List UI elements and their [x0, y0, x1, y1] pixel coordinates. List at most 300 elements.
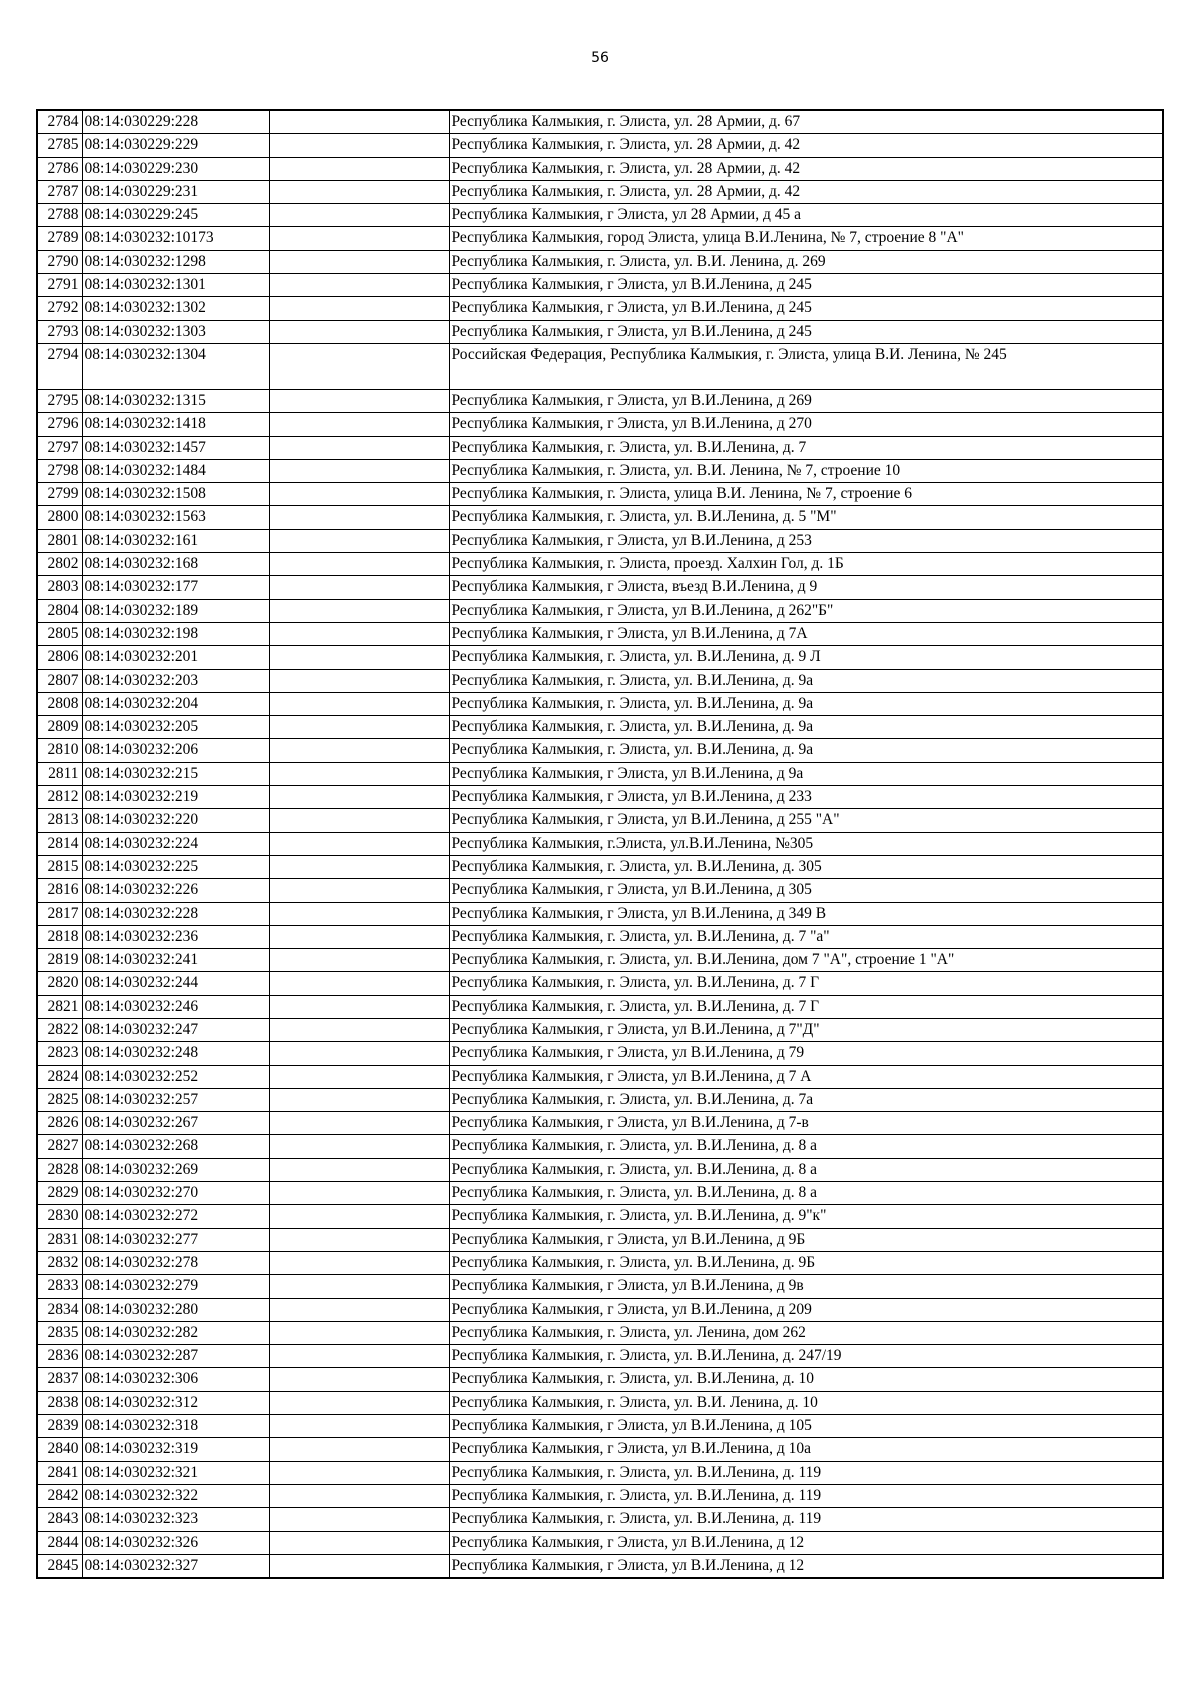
empty-cell: [269, 1368, 449, 1391]
table-row: [37, 227, 1163, 250]
cadastral-number-cell: 08:14:030232:220: [82, 809, 269, 832]
address-cell: Республика Калмыкия, г. Элиста, улица В.И. Ленина, № 7, строение 6: [449, 483, 1163, 506]
cadastral-number-cell: 08:14:030232:236: [82, 925, 269, 948]
address-cell: Республика Калмыкия, г. Элиста, ул. В.И.Ленина, д. 247/19: [449, 1345, 1163, 1368]
cadastral-number-cell: 08:14:030232:228: [82, 902, 269, 925]
empty-cell: [269, 1018, 449, 1041]
empty-cell: [269, 1508, 449, 1531]
table-row: [37, 995, 1163, 1018]
empty-cell: [269, 786, 449, 809]
row-number-cell: 2811: [37, 762, 82, 785]
empty-cell: [269, 739, 449, 762]
table-row: [37, 157, 1163, 180]
address-cell: Республика Калмыкия, г Элиста, ул В.И.Ленина, д 7"Д": [449, 1018, 1163, 1041]
empty-cell: [269, 762, 449, 785]
row-number-cell: 2803: [37, 576, 82, 599]
empty-cell: [269, 204, 449, 227]
cadastral-number-cell: 08:14:030232:269: [82, 1158, 269, 1181]
address-cell: Республика Калмыкия, г. Элиста, ул. В.И.Ленина, д. 7а: [449, 1088, 1163, 1111]
empty-cell: [269, 1112, 449, 1135]
table-row: [37, 1182, 1163, 1205]
empty-cell: [269, 1438, 449, 1461]
row-number-cell: 2804: [37, 599, 82, 622]
table-row: [37, 297, 1163, 320]
row-number-cell: 2814: [37, 832, 82, 855]
row-number-cell: 2818: [37, 925, 82, 948]
row-number-cell: 2833: [37, 1275, 82, 1298]
empty-cell: [269, 1065, 449, 1088]
cadastral-number-cell: 08:14:030232:1508: [82, 483, 269, 506]
cadastral-number-cell: 08:14:030232:1304: [82, 343, 269, 389]
cadastral-number-cell: 08:14:030232:279: [82, 1275, 269, 1298]
empty-cell: [269, 459, 449, 482]
empty-cell: [269, 320, 449, 343]
cadastral-number-cell: 08:14:030232:247: [82, 1018, 269, 1041]
empty-cell: [269, 1298, 449, 1321]
cadastral-number-cell: 08:14:030232:189: [82, 599, 269, 622]
row-number-cell: 2787: [37, 180, 82, 203]
row-number-cell: 2830: [37, 1205, 82, 1228]
cadastral-number-cell: 08:14:030232:241: [82, 949, 269, 972]
cadastral-number-cell: 08:14:030232:280: [82, 1298, 269, 1321]
table-row: [37, 949, 1163, 972]
address-cell: Республика Калмыкия, г. Элиста, ул. В.И.Ленина, д. 305: [449, 855, 1163, 878]
row-number-cell: 2799: [37, 483, 82, 506]
empty-cell: [269, 1554, 449, 1578]
row-number-cell: 2789: [37, 227, 82, 250]
row-number-cell: 2795: [37, 389, 82, 412]
row-number-cell: 2784: [37, 110, 82, 134]
row-number-cell: 2815: [37, 855, 82, 878]
address-cell: Республика Калмыкия, г. Элиста, ул. В.И. Ленина, № 7, строение 10: [449, 459, 1163, 482]
address-cell: Республика Калмыкия, г. Элиста, ул. В.И.Ленина, д. 119: [449, 1484, 1163, 1507]
empty-cell: [269, 436, 449, 459]
table-row: [37, 389, 1163, 412]
table-row: [37, 786, 1163, 809]
cadastral-number-cell: 08:14:030232:272: [82, 1205, 269, 1228]
row-number-cell: 2810: [37, 739, 82, 762]
table-row: [37, 134, 1163, 157]
empty-cell: [269, 1228, 449, 1251]
address-cell: Российская Федерация, Республика Калмыкия, г. Элиста, улица В.И. Ленина, № 245: [449, 343, 1163, 389]
table-row: [37, 1484, 1163, 1507]
cadastral-number-cell: 08:14:030232:287: [82, 1345, 269, 1368]
row-number-cell: 2842: [37, 1484, 82, 1507]
table-row: [37, 832, 1163, 855]
table-row: [37, 1345, 1163, 1368]
table-row: [37, 576, 1163, 599]
table-row: [37, 622, 1163, 645]
cadastral-number-cell: 08:14:030232:323: [82, 1508, 269, 1531]
cadastral-number-cell: 08:14:030232:248: [82, 1042, 269, 1065]
cadastral-number-cell: 08:14:030232:1301: [82, 274, 269, 297]
cadastral-number-cell: 08:14:030229:231: [82, 180, 269, 203]
row-number-cell: 2838: [37, 1391, 82, 1414]
cadastral-number-cell: 08:14:030232:318: [82, 1415, 269, 1438]
row-number-cell: 2844: [37, 1531, 82, 1554]
empty-cell: [269, 1461, 449, 1484]
address-cell: Республика Калмыкия, г. Элиста, ул. Ленина, дом 262: [449, 1321, 1163, 1344]
cadastral-number-cell: 08:14:030232:168: [82, 553, 269, 576]
cadastral-number-cell: 08:14:030232:321: [82, 1461, 269, 1484]
cadastral-number-cell: 08:14:030232:198: [82, 622, 269, 645]
cadastral-number-cell: 08:14:030232:1563: [82, 506, 269, 529]
row-number-cell: 2796: [37, 413, 82, 436]
cadastral-number-cell: 08:14:030232:277: [82, 1228, 269, 1251]
table-row: [37, 1088, 1163, 1111]
row-number-cell: 2816: [37, 879, 82, 902]
empty-cell: [269, 134, 449, 157]
table-row: [37, 1158, 1163, 1181]
address-cell: Республика Калмыкия, г. Элиста, ул. В.И. Ленина, д. 269: [449, 250, 1163, 273]
row-number-cell: 2801: [37, 529, 82, 552]
table-row: [37, 1018, 1163, 1041]
table-row: [37, 436, 1163, 459]
empty-cell: [269, 669, 449, 692]
empty-cell: [269, 995, 449, 1018]
empty-cell: [269, 413, 449, 436]
table-row: [37, 1391, 1163, 1414]
row-number-cell: 2793: [37, 320, 82, 343]
row-number-cell: 2845: [37, 1554, 82, 1578]
row-number-cell: 2822: [37, 1018, 82, 1041]
table-row: [37, 809, 1163, 832]
address-cell: Республика Калмыкия, г Элиста, ул В.И.Ленина, д 9Б: [449, 1228, 1163, 1251]
empty-cell: [269, 297, 449, 320]
address-cell: Республика Калмыкия, г. Элиста, ул. В.И.Ленина, д. 9"к": [449, 1205, 1163, 1228]
table-row: [37, 1205, 1163, 1228]
empty-cell: [269, 599, 449, 622]
table-row: [37, 506, 1163, 529]
address-cell: Республика Калмыкия, г Элиста, ул В.И.Ленина, д 7 А: [449, 1065, 1163, 1088]
address-cell: Республика Калмыкия, г. Элиста, ул. В.И.Ленина, д. 8 а: [449, 1182, 1163, 1205]
row-number-cell: 2813: [37, 809, 82, 832]
row-number-cell: 2840: [37, 1438, 82, 1461]
table-row: [37, 1554, 1163, 1578]
row-number-cell: 2798: [37, 459, 82, 482]
empty-cell: [269, 1135, 449, 1158]
table-row: [37, 320, 1163, 343]
cadastral-number-cell: 08:14:030229:228: [82, 110, 269, 134]
table-row: [37, 1321, 1163, 1344]
address-cell: Республика Калмыкия, г Элиста, ул В.И.Ленина, д 253: [449, 529, 1163, 552]
table-row: [37, 972, 1163, 995]
address-cell: Республика Калмыкия, г. Элиста, ул. В.И.Ленина, д. 119: [449, 1461, 1163, 1484]
table-row: [37, 483, 1163, 506]
row-number-cell: 2832: [37, 1251, 82, 1274]
address-cell: Республика Калмыкия, г. Элиста, ул. В.И.Ленина, д. 119: [449, 1508, 1163, 1531]
cadastral-number-cell: 08:14:030232:161: [82, 529, 269, 552]
address-cell: Республика Калмыкия, г. Элиста, ул. 28 Армии, д. 42: [449, 180, 1163, 203]
empty-cell: [269, 110, 449, 134]
empty-cell: [269, 1251, 449, 1274]
row-number-cell: 2806: [37, 646, 82, 669]
address-cell: Республика Калмыкия, г. Элиста, ул. В.И.Ленина, д. 9 Л: [449, 646, 1163, 669]
empty-cell: [269, 250, 449, 273]
address-cell: Республика Калмыкия, г. Элиста, ул. 28 Армии, д. 42: [449, 134, 1163, 157]
table-row: [37, 1438, 1163, 1461]
address-cell: Республика Калмыкия, г. Элиста, ул. 28 Армии, д. 42: [449, 157, 1163, 180]
table-row: [37, 1042, 1163, 1065]
table-row: [37, 879, 1163, 902]
empty-cell: [269, 343, 449, 389]
row-number-cell: 2805: [37, 622, 82, 645]
cadastral-number-cell: 08:14:030232:326: [82, 1531, 269, 1554]
address-cell: Республика Калмыкия, г. Элиста, ул. В.И.Ленина, д. 10: [449, 1368, 1163, 1391]
empty-cell: [269, 1531, 449, 1554]
table-row: [37, 343, 1163, 389]
row-number-cell: 2794: [37, 343, 82, 389]
cadastral-number-cell: 08:14:030232:322: [82, 1484, 269, 1507]
address-cell: Республика Калмыкия, г Элиста, ул В.И.Ленина, д 12: [449, 1554, 1163, 1578]
address-cell: Республика Калмыкия, г Элиста, въезд В.И.Ленина, д 9: [449, 576, 1163, 599]
empty-cell: [269, 646, 449, 669]
cadastral-number-cell: 08:14:030232:215: [82, 762, 269, 785]
row-number-cell: 2819: [37, 949, 82, 972]
row-number-cell: 2825: [37, 1088, 82, 1111]
empty-cell: [269, 389, 449, 412]
cadastral-number-cell: 08:14:030232:312: [82, 1391, 269, 1414]
row-number-cell: 2791: [37, 274, 82, 297]
empty-cell: [269, 879, 449, 902]
address-cell: Республика Калмыкия, г.Элиста, ул.В.И.Ленина, №305: [449, 832, 1163, 855]
empty-cell: [269, 1275, 449, 1298]
address-cell: Республика Калмыкия, г. Элиста, ул. В.И.Ленина, д. 7 Г: [449, 995, 1163, 1018]
cadastral-number-cell: 08:14:030232:1315: [82, 389, 269, 412]
cadastral-number-cell: 08:14:030232:205: [82, 716, 269, 739]
address-cell: Республика Калмыкия, г. Элиста, ул. В.И.Ленина, д. 9а: [449, 669, 1163, 692]
table-row: [37, 1531, 1163, 1554]
table-row: [37, 855, 1163, 878]
address-cell: Республика Калмыкия, г Элиста, ул В.И.Ленина, д 305: [449, 879, 1163, 902]
row-number-cell: 2797: [37, 436, 82, 459]
table-row: [37, 553, 1163, 576]
table-row: [37, 274, 1163, 297]
row-number-cell: 2820: [37, 972, 82, 995]
address-cell: Республика Калмыкия, г Элиста, ул В.И.Ленина, д 245: [449, 274, 1163, 297]
cadastral-number-cell: 08:14:030232:201: [82, 646, 269, 669]
address-cell: Республика Калмыкия, г. Элиста, ул. В.И.Ленина, дом 7 "А", строение 1 "А": [449, 949, 1163, 972]
table-row: [37, 1275, 1163, 1298]
address-cell: Республика Калмыкия, г Элиста, ул В.И.Ленина, д 269: [449, 389, 1163, 412]
address-cell: Республика Калмыкия, г Элиста, ул В.И.Ленина, д 255 "А": [449, 809, 1163, 832]
table-row: [37, 739, 1163, 762]
empty-cell: [269, 972, 449, 995]
empty-cell: [269, 925, 449, 948]
cadastral-number-cell: 08:14:030232:1418: [82, 413, 269, 436]
address-cell: Республика Калмыкия, г Элиста, ул В.И.Ленина, д 7-в: [449, 1112, 1163, 1135]
cadastral-number-cell: 08:14:030232:1298: [82, 250, 269, 273]
address-cell: Республика Калмыкия, г Элиста, ул В.И.Ленина, д 79: [449, 1042, 1163, 1065]
row-number-cell: 2834: [37, 1298, 82, 1321]
table-row: [37, 204, 1163, 227]
row-number-cell: 2824: [37, 1065, 82, 1088]
empty-cell: [269, 1042, 449, 1065]
empty-cell: [269, 483, 449, 506]
address-cell: Республика Калмыкия, г. Элиста, ул. В.И.Ленина, д. 7: [449, 436, 1163, 459]
empty-cell: [269, 949, 449, 972]
cadastral-number-cell: 08:14:030232:257: [82, 1088, 269, 1111]
address-cell: Республика Калмыкия, г Элиста, ул В.И.Ленина, д 7А: [449, 622, 1163, 645]
address-cell: Республика Калмыкия, г Элиста, ул В.И.Ленина, д 209: [449, 1298, 1163, 1321]
address-cell: Республика Калмыкия, г. Элиста, ул. В.И.Ленина, д. 8 а: [449, 1158, 1163, 1181]
cadastral-number-cell: 08:14:030232:206: [82, 739, 269, 762]
address-cell: Республика Калмыкия, г. Элиста, ул. В.И.Ленина, д. 8 а: [449, 1135, 1163, 1158]
row-number-cell: 2841: [37, 1461, 82, 1484]
address-cell: Республика Калмыкия, г. Элиста, ул. В.И.Ленина, д. 9а: [449, 716, 1163, 739]
cadastral-number-cell: 08:14:030232:306: [82, 1368, 269, 1391]
registry-table-body: [37, 110, 1163, 1578]
table-row: [37, 529, 1163, 552]
row-number-cell: 2821: [37, 995, 82, 1018]
table-row: [37, 669, 1163, 692]
row-number-cell: 2827: [37, 1135, 82, 1158]
row-number-cell: 2839: [37, 1415, 82, 1438]
cadastral-number-cell: 08:14:030232:278: [82, 1251, 269, 1274]
empty-cell: [269, 1484, 449, 1507]
empty-cell: [269, 1345, 449, 1368]
empty-cell: [269, 553, 449, 576]
row-number-cell: 2828: [37, 1158, 82, 1181]
row-number-cell: 2785: [37, 134, 82, 157]
cadastral-number-cell: 08:14:030232:246: [82, 995, 269, 1018]
address-cell: Республика Калмыкия, г. Элиста, ул. В.И.Ленина, д. 9Б: [449, 1251, 1163, 1274]
empty-cell: [269, 622, 449, 645]
row-number-cell: 2809: [37, 716, 82, 739]
cadastral-number-cell: 08:14:030232:268: [82, 1135, 269, 1158]
row-number-cell: 2786: [37, 157, 82, 180]
table-row: [37, 413, 1163, 436]
address-cell: Республика Калмыкия, г. Элиста, ул. В.И.Ленина, д. 9а: [449, 739, 1163, 762]
address-cell: Республика Калмыкия, г. Элиста, ул. В.И.Ленина, д. 9а: [449, 692, 1163, 715]
row-number-cell: 2792: [37, 297, 82, 320]
empty-cell: [269, 1321, 449, 1344]
cadastral-number-cell: 08:14:030232:270: [82, 1182, 269, 1205]
cadastral-number-cell: 08:14:030232:203: [82, 669, 269, 692]
table-row: [37, 902, 1163, 925]
cadastral-number-cell: 08:14:030232:1457: [82, 436, 269, 459]
cadastral-number-cell: 08:14:030232:224: [82, 832, 269, 855]
row-number-cell: 2837: [37, 1368, 82, 1391]
registry-table: [36, 109, 1164, 1579]
address-cell: Республика Калмыкия, г. Элиста, ул. В.И. Ленина, д. 10: [449, 1391, 1163, 1414]
table-row: [37, 646, 1163, 669]
row-number-cell: 2802: [37, 553, 82, 576]
cadastral-number-cell: 08:14:030232:204: [82, 692, 269, 715]
empty-cell: [269, 902, 449, 925]
empty-cell: [269, 274, 449, 297]
table-row: [37, 110, 1163, 134]
cadastral-number-cell: 08:14:030232:327: [82, 1554, 269, 1578]
address-cell: Республика Калмыкия, г Элиста, ул В.И.Ленина, д 270: [449, 413, 1163, 436]
address-cell: Республика Калмыкия, г. Элиста, ул. В.И.Ленина, д. 7 "а": [449, 925, 1163, 948]
row-number-cell: 2835: [37, 1321, 82, 1344]
empty-cell: [269, 832, 449, 855]
table-row: [37, 1228, 1163, 1251]
empty-cell: [269, 1391, 449, 1414]
row-number-cell: 2836: [37, 1345, 82, 1368]
table-row: [37, 180, 1163, 203]
cadastral-number-cell: 08:14:030232:282: [82, 1321, 269, 1344]
address-cell: Республика Калмыкия, г Элиста, ул В.И.Ленина, д 105: [449, 1415, 1163, 1438]
row-number-cell: 2831: [37, 1228, 82, 1251]
cadastral-number-cell: 08:14:030229:230: [82, 157, 269, 180]
empty-cell: [269, 576, 449, 599]
empty-cell: [269, 1415, 449, 1438]
table-row: [37, 1508, 1163, 1531]
empty-cell: [269, 855, 449, 878]
cadastral-number-cell: 08:14:030232:226: [82, 879, 269, 902]
table-row: [37, 1135, 1163, 1158]
address-cell: Республика Калмыкия, г Элиста, ул В.И.Ленина, д 245: [449, 320, 1163, 343]
table-row: [37, 1065, 1163, 1088]
cadastral-number-cell: 08:14:030232:319: [82, 1438, 269, 1461]
cadastral-number-cell: 08:14:030232:244: [82, 972, 269, 995]
table-row: [37, 1415, 1163, 1438]
address-cell: Республика Калмыкия, г Элиста, ул В.И.Ленина, д 245: [449, 297, 1163, 320]
row-number-cell: 2808: [37, 692, 82, 715]
cadastral-number-cell: 08:14:030232:10173: [82, 227, 269, 250]
address-cell: Республика Калмыкия, г Элиста, ул В.И.Ленина, д 233: [449, 786, 1163, 809]
table-row: [37, 692, 1163, 715]
address-cell: Республика Калмыкия, г. Элиста, ул. В.И.Ленина, д. 7 Г: [449, 972, 1163, 995]
row-number-cell: 2829: [37, 1182, 82, 1205]
empty-cell: [269, 529, 449, 552]
address-cell: Республика Калмыкия, г Элиста, ул В.И.Ленина, д 349 В: [449, 902, 1163, 925]
cadastral-number-cell: 08:14:030232:225: [82, 855, 269, 878]
table-row: [37, 1112, 1163, 1135]
table-row: [37, 1251, 1163, 1274]
row-number-cell: 2826: [37, 1112, 82, 1135]
row-number-cell: 2843: [37, 1508, 82, 1531]
address-cell: Республика Калмыкия, г Элиста, ул В.И.Ленина, д 9в: [449, 1275, 1163, 1298]
cadastral-number-cell: 08:14:030232:1303: [82, 320, 269, 343]
empty-cell: [269, 1158, 449, 1181]
cadastral-number-cell: 08:14:030232:1302: [82, 297, 269, 320]
table-row: [37, 716, 1163, 739]
empty-cell: [269, 157, 449, 180]
table-row: [37, 1461, 1163, 1484]
address-cell: Республика Калмыкия, г Элиста, ул В.И.Ленина, д 10а: [449, 1438, 1163, 1461]
cadastral-number-cell: 08:14:030232:252: [82, 1065, 269, 1088]
row-number-cell: 2823: [37, 1042, 82, 1065]
address-cell: Республика Калмыкия, г Элиста, ул В.И.Ленина, д 12: [449, 1531, 1163, 1554]
table-row: [37, 1298, 1163, 1321]
row-number-cell: 2817: [37, 902, 82, 925]
row-number-cell: 2788: [37, 204, 82, 227]
address-cell: Республика Калмыкия, г. Элиста, проезд. Халхин Гол, д. 1Б: [449, 553, 1163, 576]
empty-cell: [269, 1182, 449, 1205]
empty-cell: [269, 227, 449, 250]
table-row: [37, 599, 1163, 622]
row-number-cell: 2800: [37, 506, 82, 529]
address-cell: Республика Калмыкия, г. Элиста, ул. 28 Армии, д. 67: [449, 110, 1163, 134]
empty-cell: [269, 1088, 449, 1111]
address-cell: Республика Калмыкия, г Элиста, ул В.И.Ленина, д 262"Б": [449, 599, 1163, 622]
table-row: [37, 1368, 1163, 1391]
empty-cell: [269, 180, 449, 203]
page-number: 56: [591, 50, 609, 66]
empty-cell: [269, 506, 449, 529]
cadastral-number-cell: 08:14:030229:229: [82, 134, 269, 157]
cadastral-number-cell: 08:14:030232:267: [82, 1112, 269, 1135]
address-cell: Республика Калмыкия, г Элиста, ул В.И.Ленина, д 9а: [449, 762, 1163, 785]
table-row: [37, 459, 1163, 482]
address-cell: Республика Калмыкия, г Элиста, ул 28 Армии, д 45 а: [449, 204, 1163, 227]
empty-cell: [269, 1205, 449, 1228]
cadastral-number-cell: 08:14:030232:1484: [82, 459, 269, 482]
row-number-cell: 2790: [37, 250, 82, 273]
